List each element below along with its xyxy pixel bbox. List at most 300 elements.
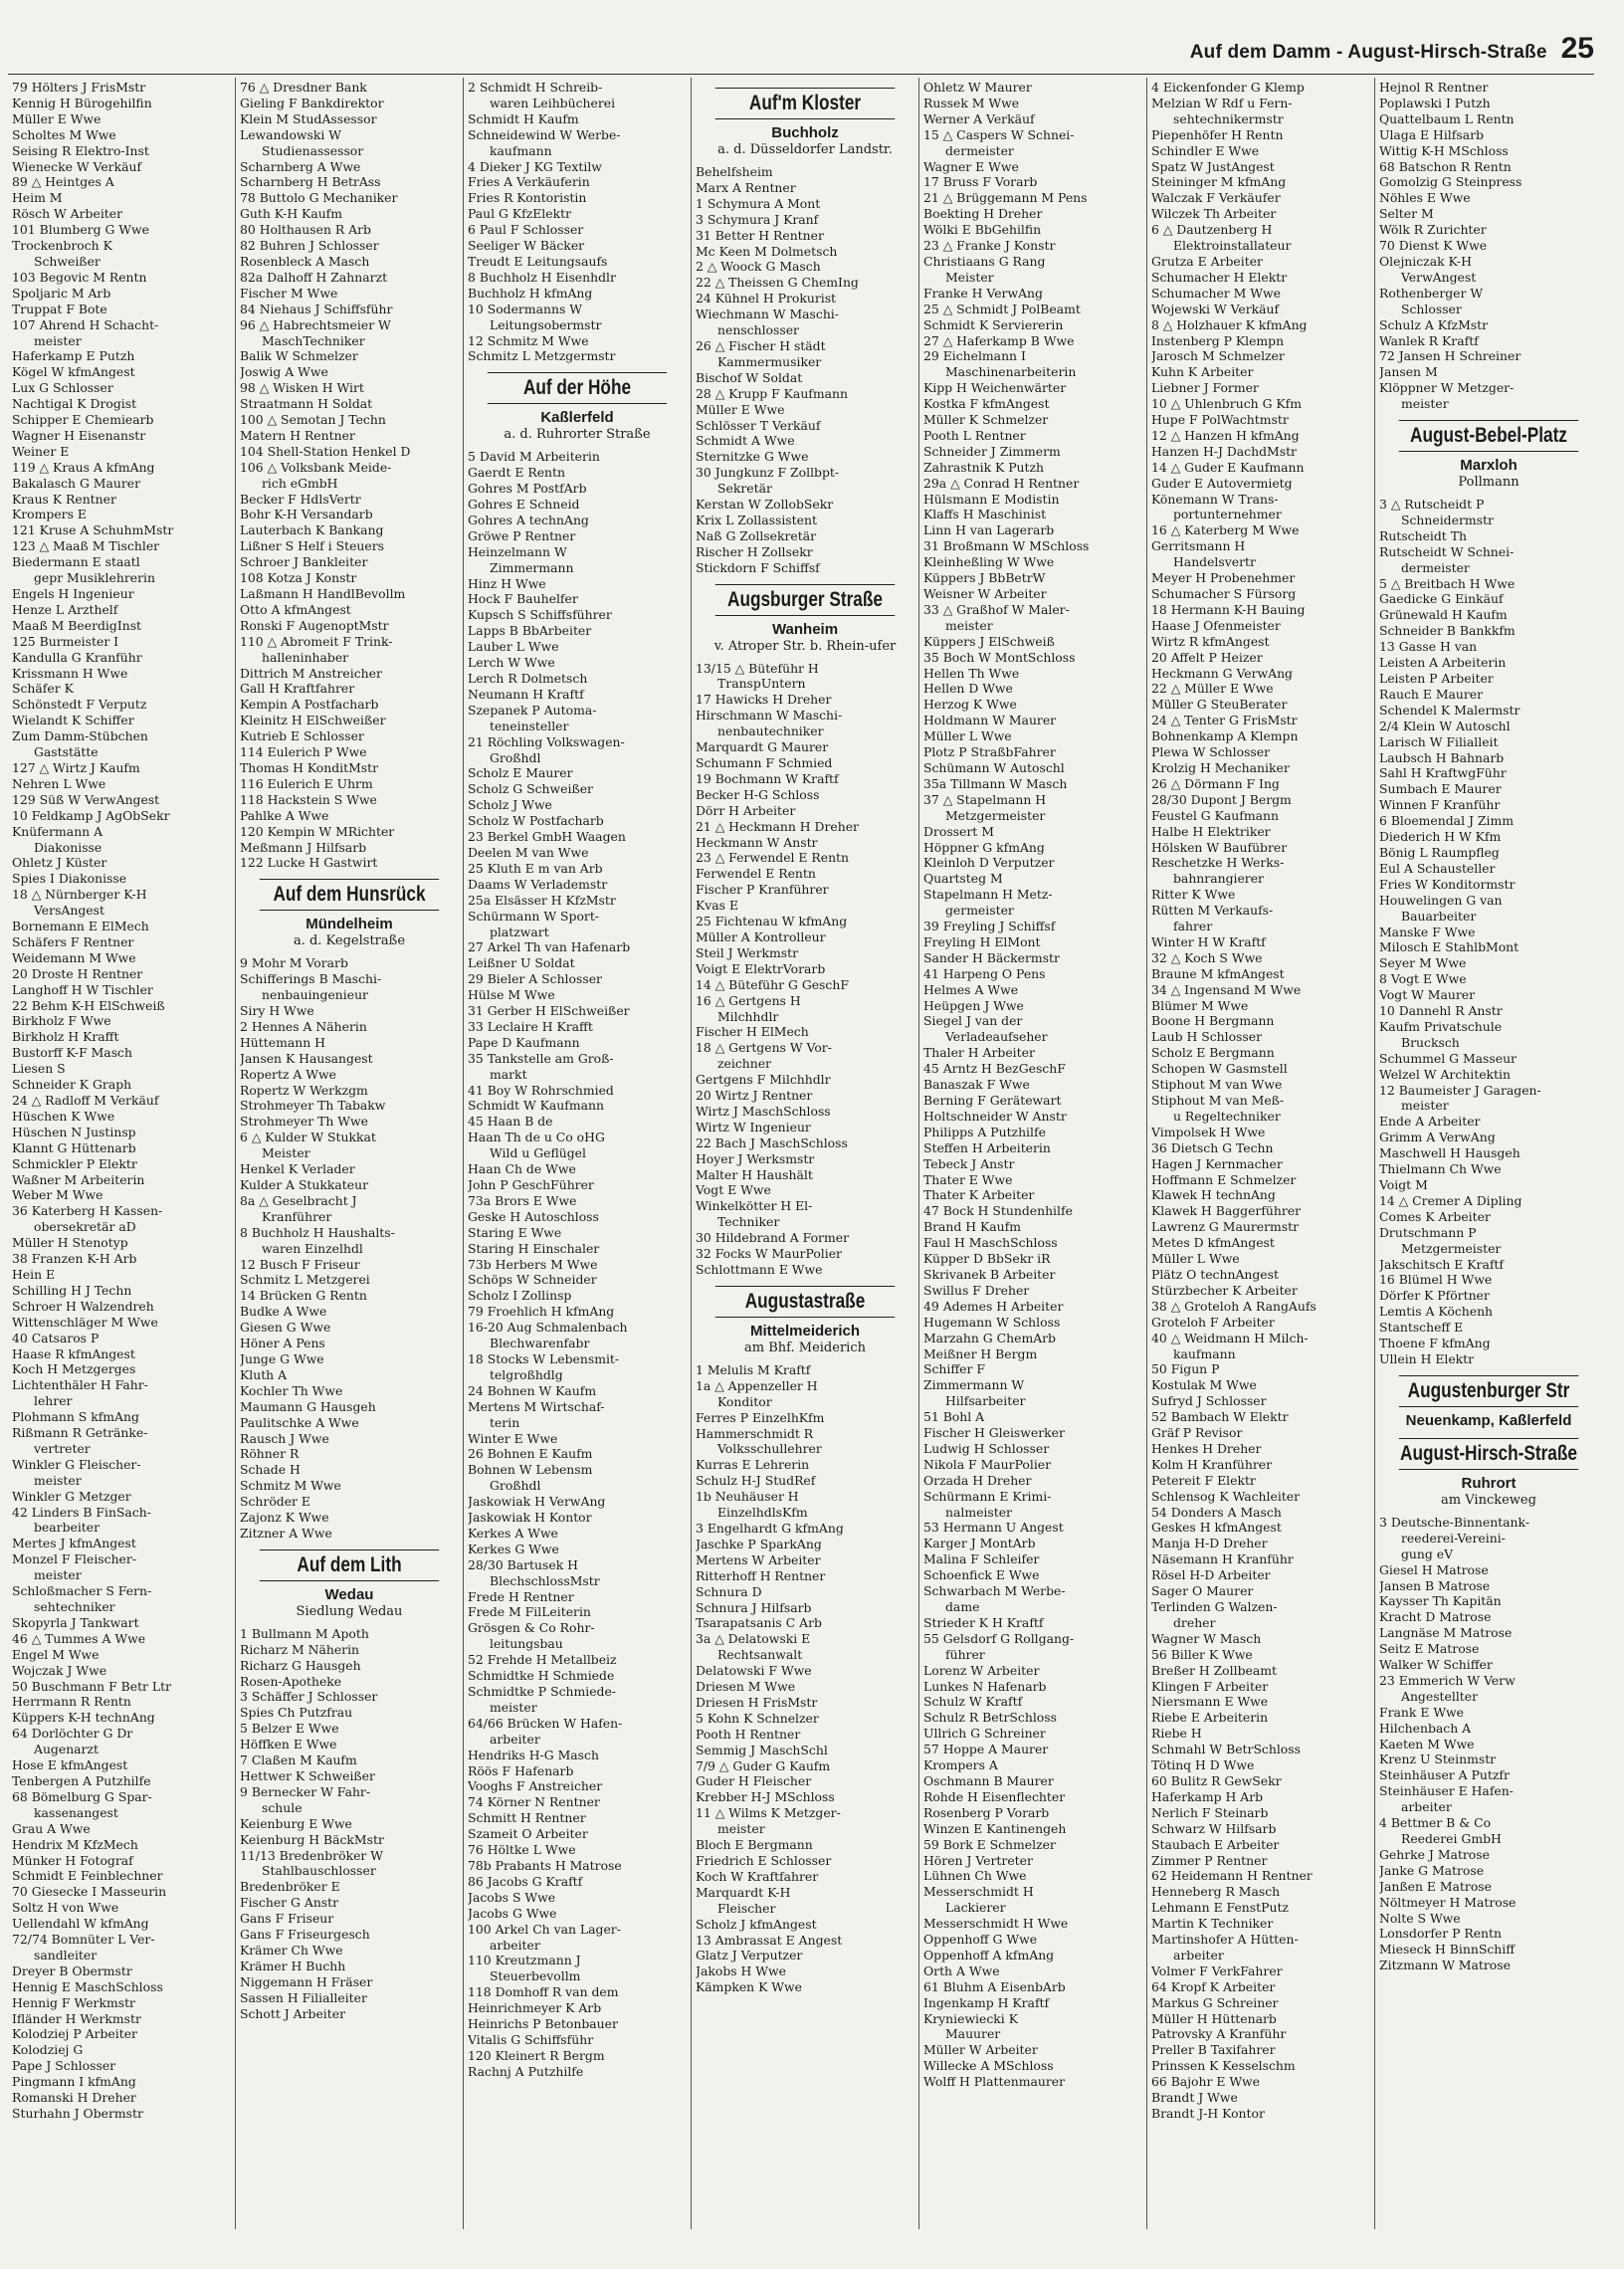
resident-entry: Melzian W Rdf u Fern- xyxy=(1151,95,1293,110)
resident-entry: 1a △ Appenzeller H xyxy=(696,1377,818,1393)
resident-entry: 70 Dienst K Wwe xyxy=(1379,238,1488,254)
resident-entry: meister xyxy=(1401,1098,1449,1114)
district-name: Wedau xyxy=(324,1585,374,1603)
resident-entry: Holtschneider W Anstr xyxy=(923,1108,1067,1124)
resident-entry: Braune M kfmAngest xyxy=(1151,965,1285,981)
resident-entry: 8 Buchholz H Eisenhdlr xyxy=(468,269,616,285)
resident-entry: Russek M Wwe xyxy=(923,95,1020,110)
resident-entry: 9 Bernecker W Fahr- xyxy=(240,1783,371,1799)
resident-entry: Gaerdt E Rentn xyxy=(468,465,565,481)
resident-entry: Winnen F Kranführ xyxy=(1379,797,1501,813)
resident-entry: Lemtis A Köchenh xyxy=(1379,1304,1494,1320)
resident-entry: Schmitz M Wwe xyxy=(240,1478,341,1494)
resident-entry: Jakobs H Wwe xyxy=(696,1963,786,1979)
resident-entry: Messerschmidt H xyxy=(923,1884,1034,1900)
resident-entry: Großhdl xyxy=(490,749,541,765)
resident-entry: Jaskowiak H Kontor xyxy=(468,1510,592,1526)
resident-entry: Semmig J MaschSchl xyxy=(696,1742,828,1757)
resident-entry: Hejnol R Rentner xyxy=(1379,80,1489,95)
resident-entry: 2/4 Klein W Autoschl xyxy=(1379,718,1511,733)
resident-entry: 120 Kempin W MRichter xyxy=(240,823,395,839)
resident-entry: Zimmermann xyxy=(490,559,574,575)
resident-entry: Seeliger W Bäcker xyxy=(468,238,585,254)
resident-entry: gung eV xyxy=(1401,1546,1454,1561)
resident-entry: Leisten A Arbeiterin xyxy=(1379,655,1507,671)
resident-entry: Tenbergen A Putzhilfe xyxy=(12,1772,151,1788)
resident-entry: 1 Bullmann M Apoth xyxy=(240,1625,369,1641)
resident-entry: Thater K Arbeiter xyxy=(923,1187,1035,1203)
resident-entry: Schümann W Autoschl xyxy=(923,759,1065,775)
resident-entry: Pooth H Rentner xyxy=(696,1726,801,1742)
resident-entry: Schmitt H Rentner xyxy=(468,1810,586,1826)
resident-entry: Höner A Pens xyxy=(240,1336,325,1351)
resident-entry: 4 Eickenfonder G Klemp xyxy=(1151,80,1305,95)
resident-entry: Kolm H Kranführer xyxy=(1151,1456,1273,1472)
resident-entry: Gräf P Revisor xyxy=(1151,1425,1243,1441)
resident-entry: Leisten P Arbeiter xyxy=(1379,671,1494,686)
resident-entry: Tsarapatsanis C Arb xyxy=(696,1615,822,1631)
resident-entry: Geskes H kfmAngest xyxy=(1151,1520,1282,1536)
resident-entry: dreher xyxy=(1173,1614,1216,1630)
resident-entry: 38 △ Groteloh A RangAufs xyxy=(1151,1298,1317,1314)
resident-entry: 14 △ Büteführ G GeschF xyxy=(696,976,849,992)
resident-entry: Nerlich F Steinarb xyxy=(1151,1804,1269,1820)
resident-entry: 78 Buttolo G Mechaniker xyxy=(240,190,398,206)
resident-entry: 122 Lucke H Gastwirt xyxy=(240,855,378,871)
resident-entry: Bohnenkamp A Klempn xyxy=(1151,728,1299,744)
resident-entry: Terlinden G Walzen- xyxy=(1151,1599,1278,1614)
page-number: 25 xyxy=(1560,32,1594,65)
resident-entry: Ulaga E Hilfsarb xyxy=(1379,126,1484,142)
resident-entry: Hilfsarbeiter xyxy=(945,1393,1026,1409)
resident-entry: Paulitschke A Wwe xyxy=(240,1414,359,1430)
resident-entry: 22 Bach J MaschSchloss xyxy=(696,1134,848,1150)
resident-entry: 49 Ademes H Arbeiter xyxy=(923,1298,1064,1314)
resident-entry: Schneider B Bankkfm xyxy=(1379,623,1516,639)
resident-entry: Houwelingen G van xyxy=(1379,892,1503,908)
resident-entry: Sturhahn J Obermstr xyxy=(12,2106,143,2121)
resident-entry: 66 Bajohr E Wwe xyxy=(1151,2074,1260,2090)
resident-entry: Vimpolsek H Wwe xyxy=(1151,1124,1266,1139)
resident-entry: rich eGmbH xyxy=(262,475,338,491)
resident-entry: Ifländer H Werkmstr xyxy=(12,2010,141,2026)
resident-entry: 50 Figun P xyxy=(1151,1361,1220,1377)
resident-entry: Schott J Arbeiter xyxy=(240,2005,346,2021)
resident-entry: Schroer J Bankleiter xyxy=(240,554,368,570)
resident-entry: fahrer xyxy=(1173,919,1213,934)
resident-entry: 56 Biller K Wwe xyxy=(1151,1646,1253,1662)
resident-entry: Weber M Wwe xyxy=(12,1187,103,1203)
resident-entry: Gertgens F Milchhdlr xyxy=(696,1072,831,1088)
resident-entry: Schindler E Wwe xyxy=(1151,142,1260,158)
resident-entry: Breßer H Zollbeamt xyxy=(1151,1662,1277,1678)
resident-entry: 1 Melulis M Kraftf xyxy=(696,1361,811,1377)
resident-entry: Kerstan W ZollobSekr xyxy=(696,497,834,513)
resident-entry: Lonsdorfer P Rentn xyxy=(1379,1926,1502,1942)
resident-entry: 3 Schäffer J Schlosser xyxy=(240,1689,378,1705)
resident-entry: Geske H Autoschloss xyxy=(468,1208,599,1224)
resident-entry: 41 Boy W Rohrschmied xyxy=(468,1082,614,1098)
resident-entry: 3 Schymura J Kranf xyxy=(696,211,819,227)
directory-column xyxy=(692,78,919,2229)
street-name: August-Hirsch-Straße xyxy=(1399,1438,1578,1470)
resident-entry: Krolzig H Mechaniker xyxy=(1151,759,1290,775)
resident-entry: Wojewski W Verkäuf xyxy=(1151,301,1280,316)
resident-entry: Rißmann R Getränke- xyxy=(12,1425,148,1441)
resident-entry: Rosen-Apotheke xyxy=(240,1673,342,1689)
resident-entry: Brandt J-H Kontor xyxy=(1151,2106,1265,2121)
resident-entry: Hennig E MaschSchloss xyxy=(12,1978,163,1994)
resident-entry: 31 Better H Rentner xyxy=(696,227,824,243)
resident-entry: meister xyxy=(717,1821,765,1837)
resident-entry: Seising R Elektro-Inst xyxy=(12,142,149,158)
resident-entry: 16 △ Gertgens H xyxy=(696,992,801,1008)
resident-entry: Walczak F Verkäufer xyxy=(1151,190,1281,206)
resident-entry: 60 Bulitz R GewSekr xyxy=(1151,1772,1282,1788)
resident-entry: 72 Jansen H Schreiner xyxy=(1379,348,1522,364)
resident-entry: Scharnberg H BetrAss xyxy=(240,174,381,190)
resident-entry: 46 △ Tummes A Wwe xyxy=(12,1630,146,1646)
resident-entry: Kandulla G Kranführ xyxy=(12,649,142,665)
resident-entry: Meister xyxy=(262,1145,310,1161)
resident-entry: 37 △ Stapelmann H xyxy=(923,791,1047,807)
resident-entry: 25a Elsässer H KfzMstr xyxy=(468,892,616,908)
resident-entry: Lorenz W Arbeiter xyxy=(923,1662,1040,1678)
resident-entry: 1 Schymura A Mont xyxy=(696,195,821,211)
resident-entry: Kammermusiker xyxy=(717,353,822,369)
resident-entry: Giesel H Matrose xyxy=(1379,1561,1489,1577)
resident-entry: Hennig F Werkmstr xyxy=(12,1994,135,2010)
resident-entry: Winkler G Metzger xyxy=(12,1488,131,1504)
resident-entry: bahnrangierer xyxy=(1173,871,1264,887)
resident-entry: Willecke A MSchloss xyxy=(923,2058,1054,2074)
resident-entry: Meyer H Probenehmer xyxy=(1151,570,1296,586)
resident-entry: Diederich H W Kfm xyxy=(1379,829,1502,845)
resident-entry: Paul G KfzElektr xyxy=(468,206,572,222)
header-rule xyxy=(8,74,1594,75)
resident-entry: Heim M xyxy=(12,190,63,206)
resident-entry: 23 Berkel GmbH Waagen xyxy=(468,829,626,845)
resident-entry: Comes K Arbeiter xyxy=(1379,1208,1491,1224)
resident-entry: 103 Begovic M Rentn xyxy=(12,269,147,285)
resident-entry: Tötinq H D Wwe xyxy=(1151,1757,1255,1773)
resident-entry: Gieling F Bankdirektor xyxy=(240,95,384,110)
resident-entry: Gans F Friseur xyxy=(240,1911,334,1927)
resident-entry: Becker F HdlsVertr xyxy=(240,491,361,507)
resident-entry: 68 Batschon R Rentn xyxy=(1379,158,1512,174)
resident-entry: 8a △ Geselbracht J xyxy=(240,1192,357,1208)
resident-entry: meister xyxy=(945,617,993,633)
resident-entry: Marx A Rentner xyxy=(696,179,796,195)
resident-entry: Hoffmann E Schmelzer xyxy=(1151,1171,1297,1187)
resident-entry: 24 △ Tenter G FrisMstr xyxy=(1151,713,1298,728)
resident-entry: Plotz P StraßbFahrer xyxy=(923,744,1056,760)
resident-entry: Haan Ch de Wwe xyxy=(468,1161,576,1177)
resident-entry: Gall H Kraftfahrer xyxy=(240,681,355,697)
resident-entry: Schmidt W Kaufmann xyxy=(468,1098,604,1114)
resident-entry: Engels H Ingenieur xyxy=(12,586,134,601)
resident-entry: 125 Burmeister I xyxy=(12,633,119,649)
resident-entry: Schendel K Malermstr xyxy=(1379,702,1521,718)
resident-entry: Fischer H ElMech xyxy=(696,1024,809,1040)
resident-entry: Frank E Wwe xyxy=(1379,1704,1464,1720)
resident-entry: Gomolzig G Steinpress xyxy=(1379,174,1522,190)
resident-entry: 96 △ Habrechtsmeier W xyxy=(240,316,391,332)
resident-entry: Lackierer xyxy=(945,1900,1006,1916)
resident-entry: Klaffs H Maschinist xyxy=(923,507,1047,522)
resident-entry: Müller G SteuBerater xyxy=(1151,697,1288,713)
resident-entry: Quattelbaum L Rentn xyxy=(1379,110,1515,126)
resident-entry: Boone H Bergmann xyxy=(1151,1013,1275,1029)
resident-entry: 12 Busch F Friseur xyxy=(240,1256,360,1272)
resident-entry: 2 Schmidt H Schreib- xyxy=(468,80,603,95)
resident-entry: Biedermann E staatl xyxy=(12,554,140,570)
resident-entry: Guder E Autovermietg xyxy=(1151,475,1293,491)
resident-entry: 52 Frehde H Metallbeiz xyxy=(468,1652,617,1668)
resident-entry: Schmahl W BetrSchloss xyxy=(1151,1742,1301,1757)
resident-entry: Steininger M kfmAng xyxy=(1151,174,1287,190)
resident-entry: Laub H Schlosser xyxy=(1151,1029,1263,1045)
resident-entry: Bohr K-H Versandarb xyxy=(240,507,373,522)
resident-entry: 8 Vogt E Wwe xyxy=(1379,971,1467,987)
resident-entry: Ohletz W Maurer xyxy=(923,80,1032,95)
resident-entry: Ropertz A Wwe xyxy=(240,1066,336,1082)
resident-entry: Knüfermann A xyxy=(12,823,103,839)
resident-entry: Drutschmann P xyxy=(1379,1224,1477,1240)
resident-entry: Christiaans G Rang xyxy=(923,253,1046,269)
resident-entry: 12 △ Hanzen H kfmAng xyxy=(1151,427,1300,443)
resident-entry: 127 △ Wirtz J Kaufm xyxy=(12,759,140,775)
resident-entry: Koch H Metzgerges xyxy=(12,1361,136,1377)
resident-entry: 28 △ Krupp F Kaufmann xyxy=(696,385,848,401)
resident-entry: Ohletz J Küster xyxy=(12,855,107,871)
resident-entry: Blümer M Wwe xyxy=(1151,997,1249,1013)
resident-entry: Metzgermeister xyxy=(945,807,1046,823)
resident-entry: Winkelkötter H El- xyxy=(696,1198,813,1214)
resident-entry: 45 Haan B de xyxy=(468,1114,553,1130)
resident-entry: Schäfers F Rentner xyxy=(12,933,134,949)
resident-entry: Handelsvertr xyxy=(1173,554,1256,570)
resident-entry: Kerkes A Wwe xyxy=(468,1525,558,1541)
resident-entry: Ferres P EinzelhKfm xyxy=(696,1409,825,1425)
resident-entry: Jacobs S Wwe xyxy=(468,1889,556,1905)
resident-entry: 114 Eulerich P Wwe xyxy=(240,744,367,760)
resident-entry: 50 Buschmann F Betr Ltr xyxy=(12,1678,172,1694)
resident-entry: Bornemann E ElMech xyxy=(12,919,149,934)
resident-entry: Schulz H-J StudRef xyxy=(696,1473,816,1489)
resident-entry: Szameit O Arbeiter xyxy=(468,1826,588,1842)
resident-entry: waren Einzelhdl xyxy=(262,1240,363,1256)
resident-entry: 22 △ Müller E Wwe xyxy=(1151,681,1274,697)
resident-entry: Hüschen N Justinsp xyxy=(12,1124,136,1139)
resident-entry: Diakonisse xyxy=(34,839,102,855)
resident-entry: Selter M xyxy=(1379,206,1434,222)
resident-entry: Schwarbach M Werbe- xyxy=(923,1583,1066,1599)
resident-entry: 18 △ Gertgens W Vor- xyxy=(696,1040,832,1056)
resident-entry: Kaufm Privatschule xyxy=(1379,1018,1503,1034)
resident-entry: Mieseck H BinnSchiff xyxy=(1379,1942,1516,1958)
resident-entry: Feustel G Kaufmann xyxy=(1151,807,1279,823)
resident-entry: Sassen H Filialleiter xyxy=(240,1989,367,2005)
resident-entry: 47 Bock H Stundenhilfe xyxy=(923,1203,1073,1219)
resident-entry: Nehren L Wwe xyxy=(12,775,106,791)
resident-entry: meister xyxy=(1401,396,1449,412)
resident-entry: Krissmann H Wwe xyxy=(12,665,128,681)
resident-entry: Küppers J BbBetrW xyxy=(923,570,1046,586)
resident-entry: 80 Holthausen R Arb xyxy=(240,222,371,238)
resident-entry: 79 Hölters J FrisMstr xyxy=(12,80,146,95)
resident-entry: Metes D kfmAngest xyxy=(1151,1235,1275,1251)
resident-entry: Engel M Wwe xyxy=(12,1646,100,1662)
resident-entry: Rohde H Eisenflechter xyxy=(923,1788,1066,1804)
resident-entry: 4 Dieker J KG Textilw xyxy=(468,158,602,174)
resident-entry: Lauber L Wwe xyxy=(468,639,559,655)
resident-entry: Laßmann H HandlBevollm xyxy=(240,586,406,601)
resident-entry: Müller W Arbeiter xyxy=(923,2042,1038,2058)
resident-entry: Schulz R BetrSchloss xyxy=(923,1710,1057,1726)
resident-entry: Ullrich G Schreiner xyxy=(923,1726,1046,1742)
resident-entry: Schwarz W Hilfsarb xyxy=(1151,1820,1277,1836)
resident-entry: Hülsmann E Modistin xyxy=(923,491,1060,507)
street-section-header xyxy=(1379,1438,1598,1509)
resident-entry: Eul A Schausteller xyxy=(1379,860,1496,876)
resident-entry: Kranführer xyxy=(262,1208,332,1224)
resident-entry: Ritterhoff H Rentner xyxy=(696,1567,826,1583)
resident-entry: kassenangest xyxy=(34,1804,118,1820)
resident-entry: 73b Herbers M Wwe xyxy=(468,1256,598,1272)
resident-entry: 116 Eulerich E Uhrm xyxy=(240,775,373,791)
resident-entry: 30 Jungkunz F Zollbpt- xyxy=(696,465,840,481)
resident-entry: Gohres E Schneid xyxy=(468,497,580,513)
resident-entry: Schnura J Hilfsarb xyxy=(696,1599,812,1615)
resident-entry: Kracht D Matrose xyxy=(1379,1609,1492,1625)
resident-entry: Kraus K Rentner xyxy=(12,491,116,507)
resident-entry: 104 Shell-Station Henkel D xyxy=(240,443,411,459)
resident-entry: Manske F Wwe xyxy=(1379,924,1476,939)
resident-entry: Sander H Bäckermstr xyxy=(923,949,1060,965)
resident-entry: Zimmermann W xyxy=(923,1377,1025,1393)
resident-entry: Friedrich E Schlosser xyxy=(696,1853,832,1868)
resident-entry: Krompers A xyxy=(923,1757,998,1773)
resident-entry: Trockenbroch K xyxy=(12,238,112,254)
resident-entry: Schmidt E Feinblechner xyxy=(12,1868,163,1884)
resident-entry: Groteloh F Arbeiter xyxy=(1151,1314,1275,1330)
resident-entry: Heinzelmann W xyxy=(468,543,567,559)
resident-entry: 40 Catsaros P xyxy=(12,1330,100,1345)
running-head-title: Auf dem Damm - August-Hirsch-Straße xyxy=(1189,42,1547,63)
resident-entry: 64 Dorlöchter G Dr xyxy=(12,1726,133,1742)
resident-entry: 2 Hennes A Näherin xyxy=(240,1018,367,1034)
street-section-header xyxy=(696,1286,914,1356)
district-name: Mündelheim xyxy=(305,916,393,933)
resident-entry: Rischer H Zollsekr xyxy=(696,543,813,559)
resident-entry: Müller E Wwe xyxy=(12,110,102,126)
resident-entry: 6 Paul F Schlosser xyxy=(468,222,584,238)
resident-entry: 21 Röchling Volkswagen- xyxy=(468,733,625,749)
resident-entry: Gohres M PostfArb xyxy=(468,481,587,497)
resident-entry: 13 Gasse H van xyxy=(1379,639,1478,655)
resident-entry: 16 Blümel H Wwe xyxy=(1379,1272,1493,1288)
resident-entry: Scholz J kfmAngest xyxy=(696,1916,817,1932)
resident-entry: 53 Hermann U Angest xyxy=(923,1520,1064,1536)
resident-entry: Blechwarenfabr xyxy=(490,1336,590,1351)
resident-entry: Stahlbauschlosser xyxy=(262,1863,376,1879)
resident-entry: Riebe E Arbeiterin xyxy=(1151,1710,1269,1726)
resident-entry: Schlosser xyxy=(1401,301,1462,316)
resident-entry: 42 Linders B FinSach- xyxy=(12,1504,151,1520)
resident-entry: Gaedicke G Einkäuf xyxy=(1379,591,1504,607)
resident-entry: Henneberg R Masch xyxy=(1151,1884,1281,1900)
resident-entry: Schipper E Chemiearb xyxy=(12,412,154,428)
resident-entry: Soltz H von Wwe xyxy=(12,1900,119,1916)
resident-entry: kaufmann xyxy=(1173,1345,1236,1361)
resident-entry: Marquardt G Maurer xyxy=(696,739,829,755)
resident-entry: Näsemann H Kranführ xyxy=(1151,1551,1294,1567)
resident-entry: Scholz J Wwe xyxy=(468,797,552,813)
resident-entry: 40 △ Weidmann H Milch- xyxy=(1151,1330,1309,1345)
resident-entry: 110 Kreutzmann J xyxy=(468,1953,581,1968)
resident-entry: Röhner R xyxy=(240,1446,300,1462)
resident-entry: Daams W Verlademstr xyxy=(468,876,608,892)
resident-entry: 13 Ambrassat E Angest xyxy=(696,1932,843,1948)
resident-entry: Lunkes N Hafenarb xyxy=(923,1678,1047,1694)
resident-entry: 6 △ Kulder W Stukkat xyxy=(240,1130,376,1145)
resident-entry: 38 Franzen K-H Arb xyxy=(12,1251,137,1267)
street-name: Augsburger Straße xyxy=(715,584,895,616)
resident-entry: 24 Kühnel H Prokurist xyxy=(696,291,837,307)
resident-entry: Halbe H Elektriker xyxy=(1151,823,1271,839)
resident-entry: terin xyxy=(490,1414,520,1430)
resident-entry: Szepanek P Automa- xyxy=(468,702,597,718)
street-location: a. d. Kegelstraße xyxy=(293,933,406,949)
resident-entry: Spies I Diakonisse xyxy=(12,871,127,887)
resident-entry: Vogt E Wwe xyxy=(696,1182,771,1198)
resident-entry: Haase R kfmAngest xyxy=(12,1345,135,1361)
resident-entry: Zahrastnik K Putzh xyxy=(923,459,1045,475)
resident-entry: Rutscheidt W Schnei- xyxy=(1379,543,1515,559)
resident-entry: Sahl H KraftwgFühr xyxy=(1379,765,1507,781)
resident-entry: Gröwe P Rentner xyxy=(468,527,576,543)
resident-entry: 5 David M Arbeiterin xyxy=(468,449,600,465)
resident-entry: Lux G Schlosser xyxy=(12,380,113,396)
resident-entry: Orzada H Dreher xyxy=(923,1472,1032,1488)
resident-entry: VersAngest xyxy=(34,903,104,919)
running-head xyxy=(1190,32,1594,72)
resident-entry: Schiffer F xyxy=(923,1361,985,1377)
resident-entry: Strohmeyer Th Tabakw xyxy=(240,1098,386,1114)
resident-entry: Kurras E Lehrerin xyxy=(696,1457,810,1473)
resident-entry: arbeiter xyxy=(490,1731,540,1747)
street-section-header xyxy=(696,584,914,655)
resident-entry: Guth K-H Kaufm xyxy=(240,206,343,222)
resident-entry: Jaschke P SparkAng xyxy=(696,1536,822,1551)
resident-entry: Kempin A Postfacharb xyxy=(240,697,379,713)
resident-entry: Hellen Th Wwe xyxy=(923,665,1020,681)
resident-entry: Patrovsky A Kranführ xyxy=(1151,2026,1287,2042)
resident-entry: reederei-Vereini- xyxy=(1401,1530,1506,1546)
resident-entry: 10 Sodermanns W xyxy=(468,301,582,316)
resident-entry: 106 △ Volksbank Meide- xyxy=(240,459,392,475)
resident-entry: Rosenbleck A Masch xyxy=(240,253,370,269)
street-name: Auf dem Hunsrück xyxy=(260,879,439,911)
resident-entry: Rothenberger W xyxy=(1379,285,1484,301)
resident-entry: 32 Focks W MaurPolier xyxy=(696,1246,842,1262)
resident-entry: Kupsch S Schiffsführer xyxy=(468,607,612,623)
resident-entry: Ingenkamp H Kraftf xyxy=(923,1994,1050,2010)
resident-entry: Birkholz F Wwe xyxy=(12,1013,111,1029)
resident-entry: Scholz W Postfacharb xyxy=(468,813,604,829)
resident-entry: Petereit F Elektr xyxy=(1151,1472,1256,1488)
